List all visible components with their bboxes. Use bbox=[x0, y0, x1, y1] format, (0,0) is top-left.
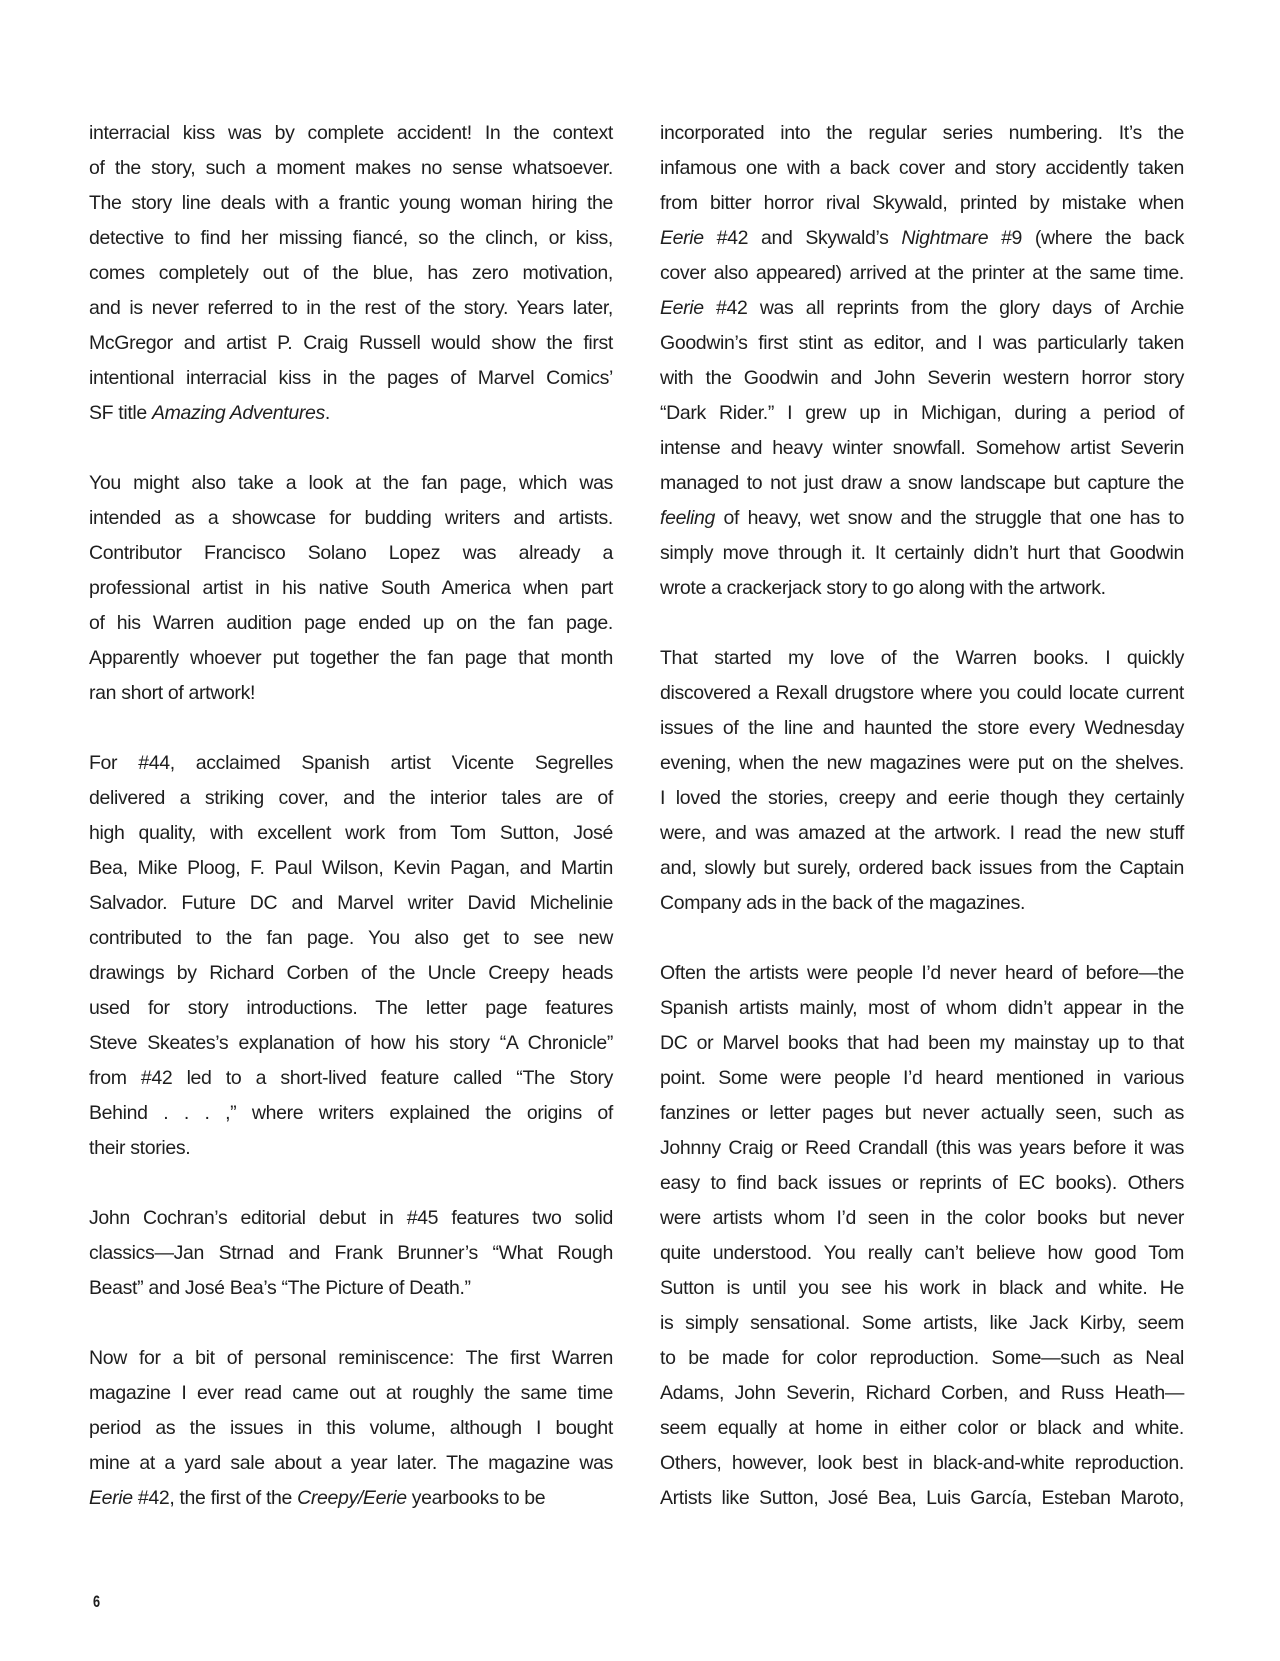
text-line: Now for a bit of personal reminiscence: The first Warren bbox=[89, 1347, 613, 1369]
text-line: incorporated into the regular series numbering. It’s the bbox=[660, 122, 1184, 144]
text-line: delivered a striking cover, and the interior tales are of bbox=[89, 787, 613, 809]
left-column bbox=[89, 116, 613, 1516]
text-line: were, and was amazed at the artwork. I read the new stuff bbox=[660, 822, 1184, 844]
text-line: high quality, with excellent work from Tom Sutton, José bbox=[89, 822, 613, 844]
text-line: issues of the line and haunted the store every Wednesday bbox=[660, 717, 1184, 739]
text-line: McGregor and artist P. Craig Russell would show the first bbox=[89, 332, 613, 354]
text-line: infamous one with a back cover and story accidently taken bbox=[660, 157, 1184, 179]
text-line: professional artist in his native South America when part bbox=[89, 577, 613, 599]
text-line: Sutton is until you see his work in black and white. He bbox=[660, 1277, 1184, 1299]
paragraph bbox=[89, 746, 613, 1166]
text-line: quite understood. You really can’t believe how good Tom bbox=[660, 1242, 1184, 1264]
text-line: Behind . . . ,” where writers explained the origins of bbox=[89, 1102, 613, 1124]
text-line: period as the issues in this volume, although I bought bbox=[89, 1417, 613, 1439]
text-line: Eerie #42, the first of the Creepy/Eerie yearbooks to be bbox=[89, 1487, 546, 1509]
text-line: fanzines or letter pages but never actually seen, such as bbox=[660, 1102, 1184, 1124]
text-line: classics—Jan Strnad and Frank Brunner’s “What Rough bbox=[89, 1242, 613, 1264]
text-line: of his Warren audition page ended up on the fan page. bbox=[89, 612, 613, 634]
text-line: interracial kiss was by complete accident! In the context bbox=[89, 122, 613, 144]
text-line: Beast” and José Bea’s “The Picture of Death.” bbox=[89, 1277, 471, 1299]
text-line: DC or Marvel books that had been my mainstay up to that bbox=[660, 1032, 1184, 1054]
text-line: Spanish artists mainly, most of whom didn’t appear in the bbox=[660, 997, 1184, 1019]
text-line: feeling of heavy, wet snow and the struggle that one has to bbox=[660, 507, 1184, 529]
text-line: wrote a crackerjack story to go along with the artwork. bbox=[660, 577, 1106, 599]
right-column bbox=[660, 116, 1184, 1516]
page-number: 6 bbox=[93, 1592, 101, 1611]
text-line: and is never referred to in the rest of the story. Years later, bbox=[89, 297, 613, 319]
text-line: Salvador. Future DC and Marvel writer David Michelinie bbox=[89, 892, 613, 914]
text-line: evening, when the new magazines were put on the shelves. bbox=[660, 752, 1184, 774]
text-line: intended as a showcase for budding writers and artists. bbox=[89, 507, 613, 529]
text-line: Contributor Francisco Solano Lopez was already a bbox=[89, 542, 613, 564]
text-line: detective to find her missing fiancé, so the clinch, or kiss, bbox=[89, 227, 613, 249]
text-line: to be made for color reproduction. Some—such as Neal bbox=[660, 1347, 1184, 1369]
text-line: with the Goodwin and John Severin western horror story bbox=[660, 367, 1184, 389]
text-line: and, slowly but surely, ordered back issues from the Captain bbox=[660, 857, 1184, 879]
text-line: Bea, Mike Ploog, F. Paul Wilson, Kevin Pagan, and Martin bbox=[89, 857, 613, 879]
text-line: intense and heavy winter snowfall. Somehow artist Severin bbox=[660, 437, 1184, 459]
text-line: You might also take a look at the fan page, which was bbox=[89, 472, 613, 494]
paragraph bbox=[89, 116, 613, 431]
text-line: Eerie #42 was all reprints from the glory days of Archie bbox=[660, 297, 1184, 319]
paragraph bbox=[89, 1201, 613, 1306]
text-line: managed to not just draw a snow landscape but capture the bbox=[660, 472, 1184, 494]
text-line: contributed to the fan page. You also get to see new bbox=[89, 927, 613, 949]
paragraph bbox=[660, 116, 1184, 606]
text-line: discovered a Rexall drugstore where you could locate current bbox=[660, 682, 1184, 704]
text-line: Goodwin’s first stint as editor, and I was particularly taken bbox=[660, 332, 1184, 354]
paragraph bbox=[89, 466, 613, 711]
text-line: That started my love of the Warren books. I quickly bbox=[660, 647, 1184, 669]
text-line: John Cochran’s editorial debut in #45 features two solid bbox=[89, 1207, 613, 1229]
text-line: Company ads in the back of the magazines. bbox=[660, 892, 1026, 914]
text-line: Steve Skeates’s explanation of how his story “A Chronicle” bbox=[89, 1032, 613, 1054]
text-line: is simply sensational. Some artists, like Jack Kirby, seem bbox=[660, 1312, 1184, 1334]
text-line: Often the artists were people I’d never heard of before—the bbox=[660, 962, 1184, 984]
text-line: The story line deals with a frantic young woman hiring the bbox=[89, 192, 613, 214]
text-line: ran short of artwork! bbox=[89, 682, 256, 704]
paragraph bbox=[660, 956, 1184, 1516]
text-line: Artists like Sutton, José Bea, Luis García, Esteban Maroto, bbox=[660, 1487, 1184, 1509]
text-line: Apparently whoever put together the fan page that month bbox=[89, 647, 613, 669]
text-line: drawings by Richard Corben of the Uncle Creepy heads bbox=[89, 962, 613, 984]
text-line: I loved the stories, creepy and eerie though they certainly bbox=[660, 787, 1184, 809]
text-line: seem equally at home in either color or black and white. bbox=[660, 1417, 1184, 1439]
text-line: easy to find back issues or reprints of EC books). Others bbox=[660, 1172, 1184, 1194]
text-line: from #42 led to a short-lived feature called “The Story bbox=[89, 1067, 613, 1089]
text-line: Adams, John Severin, Richard Corben, and Russ Heath— bbox=[660, 1382, 1184, 1404]
text-line: comes completely out of the blue, has zero motivation, bbox=[89, 262, 613, 284]
text-line: used for story introductions. The letter page features bbox=[89, 997, 613, 1019]
text-line: their stories. bbox=[89, 1137, 191, 1159]
text-line: from bitter horror rival Skywald, printed by mistake when bbox=[660, 192, 1184, 214]
paragraph bbox=[89, 1341, 613, 1516]
text-line: intentional interracial kiss in the pages of Marvel Comics’ bbox=[89, 367, 613, 389]
text-line: For #44, acclaimed Spanish artist Vicente Segrelles bbox=[89, 752, 613, 774]
text-line: simply move through it. It certainly didn’t hurt that Goodwin bbox=[660, 542, 1184, 564]
text-line: Others, however, look best in black-and-white reproduction. bbox=[660, 1452, 1184, 1474]
text-line: point. Some were people I’d heard mentioned in various bbox=[660, 1067, 1184, 1089]
text-line: Eerie #42 and Skywald’s Nightmare #9 (where the back bbox=[660, 227, 1184, 249]
paragraph bbox=[660, 641, 1184, 921]
text-line: were artists whom I’d seen in the color books but never bbox=[660, 1207, 1184, 1229]
text-line: SF title Amazing Adventures. bbox=[89, 402, 330, 424]
text-line: of the story, such a moment makes no sense whatsoever. bbox=[89, 157, 613, 179]
text-line: mine at a yard sale about a year later. The magazine was bbox=[89, 1452, 613, 1474]
text-line: “Dark Rider.” I grew up in Michigan, during a period of bbox=[660, 402, 1184, 424]
text-line: magazine I ever read came out at roughly the same time bbox=[89, 1382, 613, 1404]
text-line: cover also appeared) arrived at the printer at the same time. bbox=[660, 262, 1184, 284]
text-line: Johnny Craig or Reed Crandall (this was years before it was bbox=[660, 1137, 1184, 1159]
